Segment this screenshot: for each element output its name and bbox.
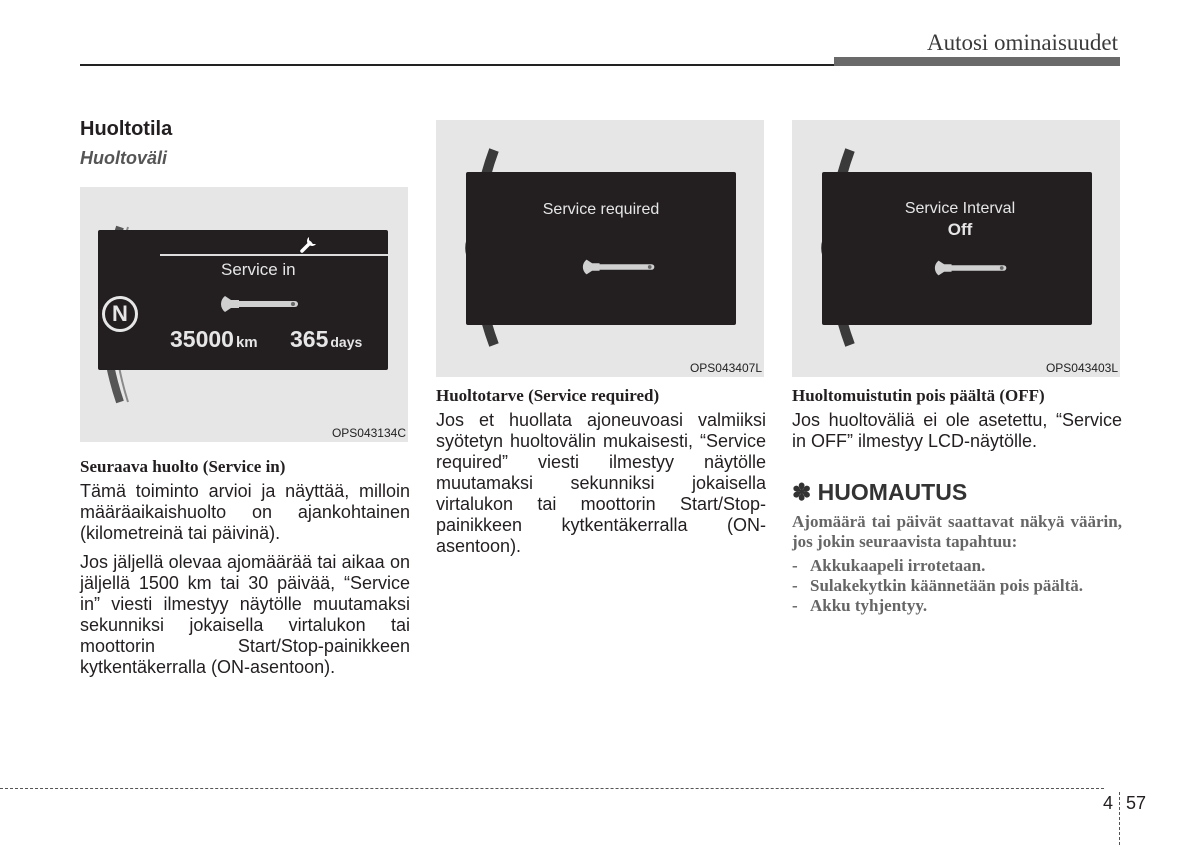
gear-letter: N bbox=[112, 301, 128, 326]
days-readout bbox=[290, 326, 362, 353]
distance-value: 35000 bbox=[170, 326, 234, 352]
wrench-icon bbox=[221, 290, 301, 318]
column-1 bbox=[80, 116, 410, 678]
caption-service-required: Huoltotarve (Service required) bbox=[436, 386, 660, 405]
note-text: Ajomäärä tai päivät saattavat näkyä väärin, jos jokin seuraavista tapahtuu: bbox=[792, 512, 1122, 551]
figure-code: OPS043403L bbox=[1045, 361, 1118, 375]
chapter-number: 4 bbox=[1103, 793, 1114, 813]
list-item-text: Sulakekytkin käännetään pois päältä. bbox=[810, 576, 1084, 595]
service-in-label: Service in bbox=[221, 260, 296, 279]
gear-indicator-icon bbox=[102, 296, 138, 332]
figure-code: OPS043134C bbox=[331, 426, 406, 440]
days-unit: days bbox=[330, 334, 363, 350]
lcd-screen bbox=[822, 172, 1092, 325]
caption-service-in: Seuraava huolto (Service in) bbox=[80, 457, 286, 476]
figure-service-interval-off bbox=[792, 120, 1120, 377]
running-header: Autosi ominaisuudet bbox=[926, 30, 1118, 55]
list-item: - Sulakekytkin käännetään pois päältä. bbox=[792, 576, 1084, 595]
subsection-title: Huoltoväli bbox=[80, 148, 168, 168]
service-interval-label: Service Interval bbox=[904, 200, 1016, 217]
footer-rule bbox=[0, 788, 1104, 789]
wrench-icon bbox=[298, 233, 320, 255]
column-3 bbox=[792, 120, 1122, 616]
figure-service-required bbox=[436, 120, 764, 377]
paragraph: Tämä toiminto arvioi ja näyttää, milloin määräaikaishuolto on ajankohtainen (kilometreinä tai päivinä). bbox=[80, 481, 410, 543]
paragraph: Jos et huollata ajoneuvoasi valmiiksi syötetyn huoltovälin mukaisesti, “Service required” viesti ilmestyy näytölle muutamaksi sekunniksi jokaisella virtalukon tai moottorin Start/Stop-painikkeen kytkentäkerralla (ON-asentoon). bbox=[436, 410, 766, 556]
wrench-icon bbox=[582, 254, 658, 280]
distance-readout bbox=[170, 326, 258, 353]
list-item: - Akkukaapeli irrotetaan. bbox=[792, 556, 986, 575]
figure-code: OPS043407L bbox=[689, 361, 762, 375]
paragraph: Jos huoltoväliä ei ole asetettu, “Service in OFF” ilmestyy LCD-näytölle. bbox=[792, 410, 1122, 451]
note-title bbox=[792, 478, 1122, 506]
page-number: 57 bbox=[1126, 793, 1147, 813]
service-required-label: Service required bbox=[542, 201, 660, 218]
lcd-screen bbox=[98, 230, 388, 370]
screen-divider bbox=[160, 254, 388, 256]
caption-service-off: Huoltomuistutin pois päältä (OFF) bbox=[792, 386, 1045, 405]
days-value: 365 bbox=[290, 326, 329, 352]
figure-service-in bbox=[80, 187, 408, 442]
column-2 bbox=[436, 120, 766, 557]
list-item: - Akku tyhjentyy. bbox=[792, 596, 928, 615]
paragraph: Jos jäljellä olevaa ajomäärää tai aikaa on jäljellä 1500 km tai 30 päivää, “Service in” viesti ilmestyy näytölle muutamaksi sekunniksi jokaisella virtalukon tai moottorin Start/Stop-painikkeen kytkentäkerralla (ON-asentoon). bbox=[80, 552, 410, 677]
lcd-screen bbox=[466, 172, 736, 325]
note-title-text: HUOMAUTUS bbox=[817, 479, 968, 505]
service-interval-off-label: Off bbox=[947, 220, 973, 239]
distance-unit: km bbox=[235, 334, 258, 351]
note-symbol-icon: ✽ bbox=[792, 479, 812, 505]
note-list bbox=[792, 556, 1122, 616]
footer-divider bbox=[1119, 792, 1120, 845]
list-item-text: Akku tyhjentyy. bbox=[810, 596, 928, 615]
list-item-text: Akkukaapeli irrotetaan. bbox=[810, 556, 986, 575]
wrench-icon bbox=[934, 255, 1010, 281]
section-title: Huoltotila bbox=[80, 118, 173, 140]
header-bar bbox=[834, 57, 1120, 66]
header-rule bbox=[80, 64, 834, 66]
